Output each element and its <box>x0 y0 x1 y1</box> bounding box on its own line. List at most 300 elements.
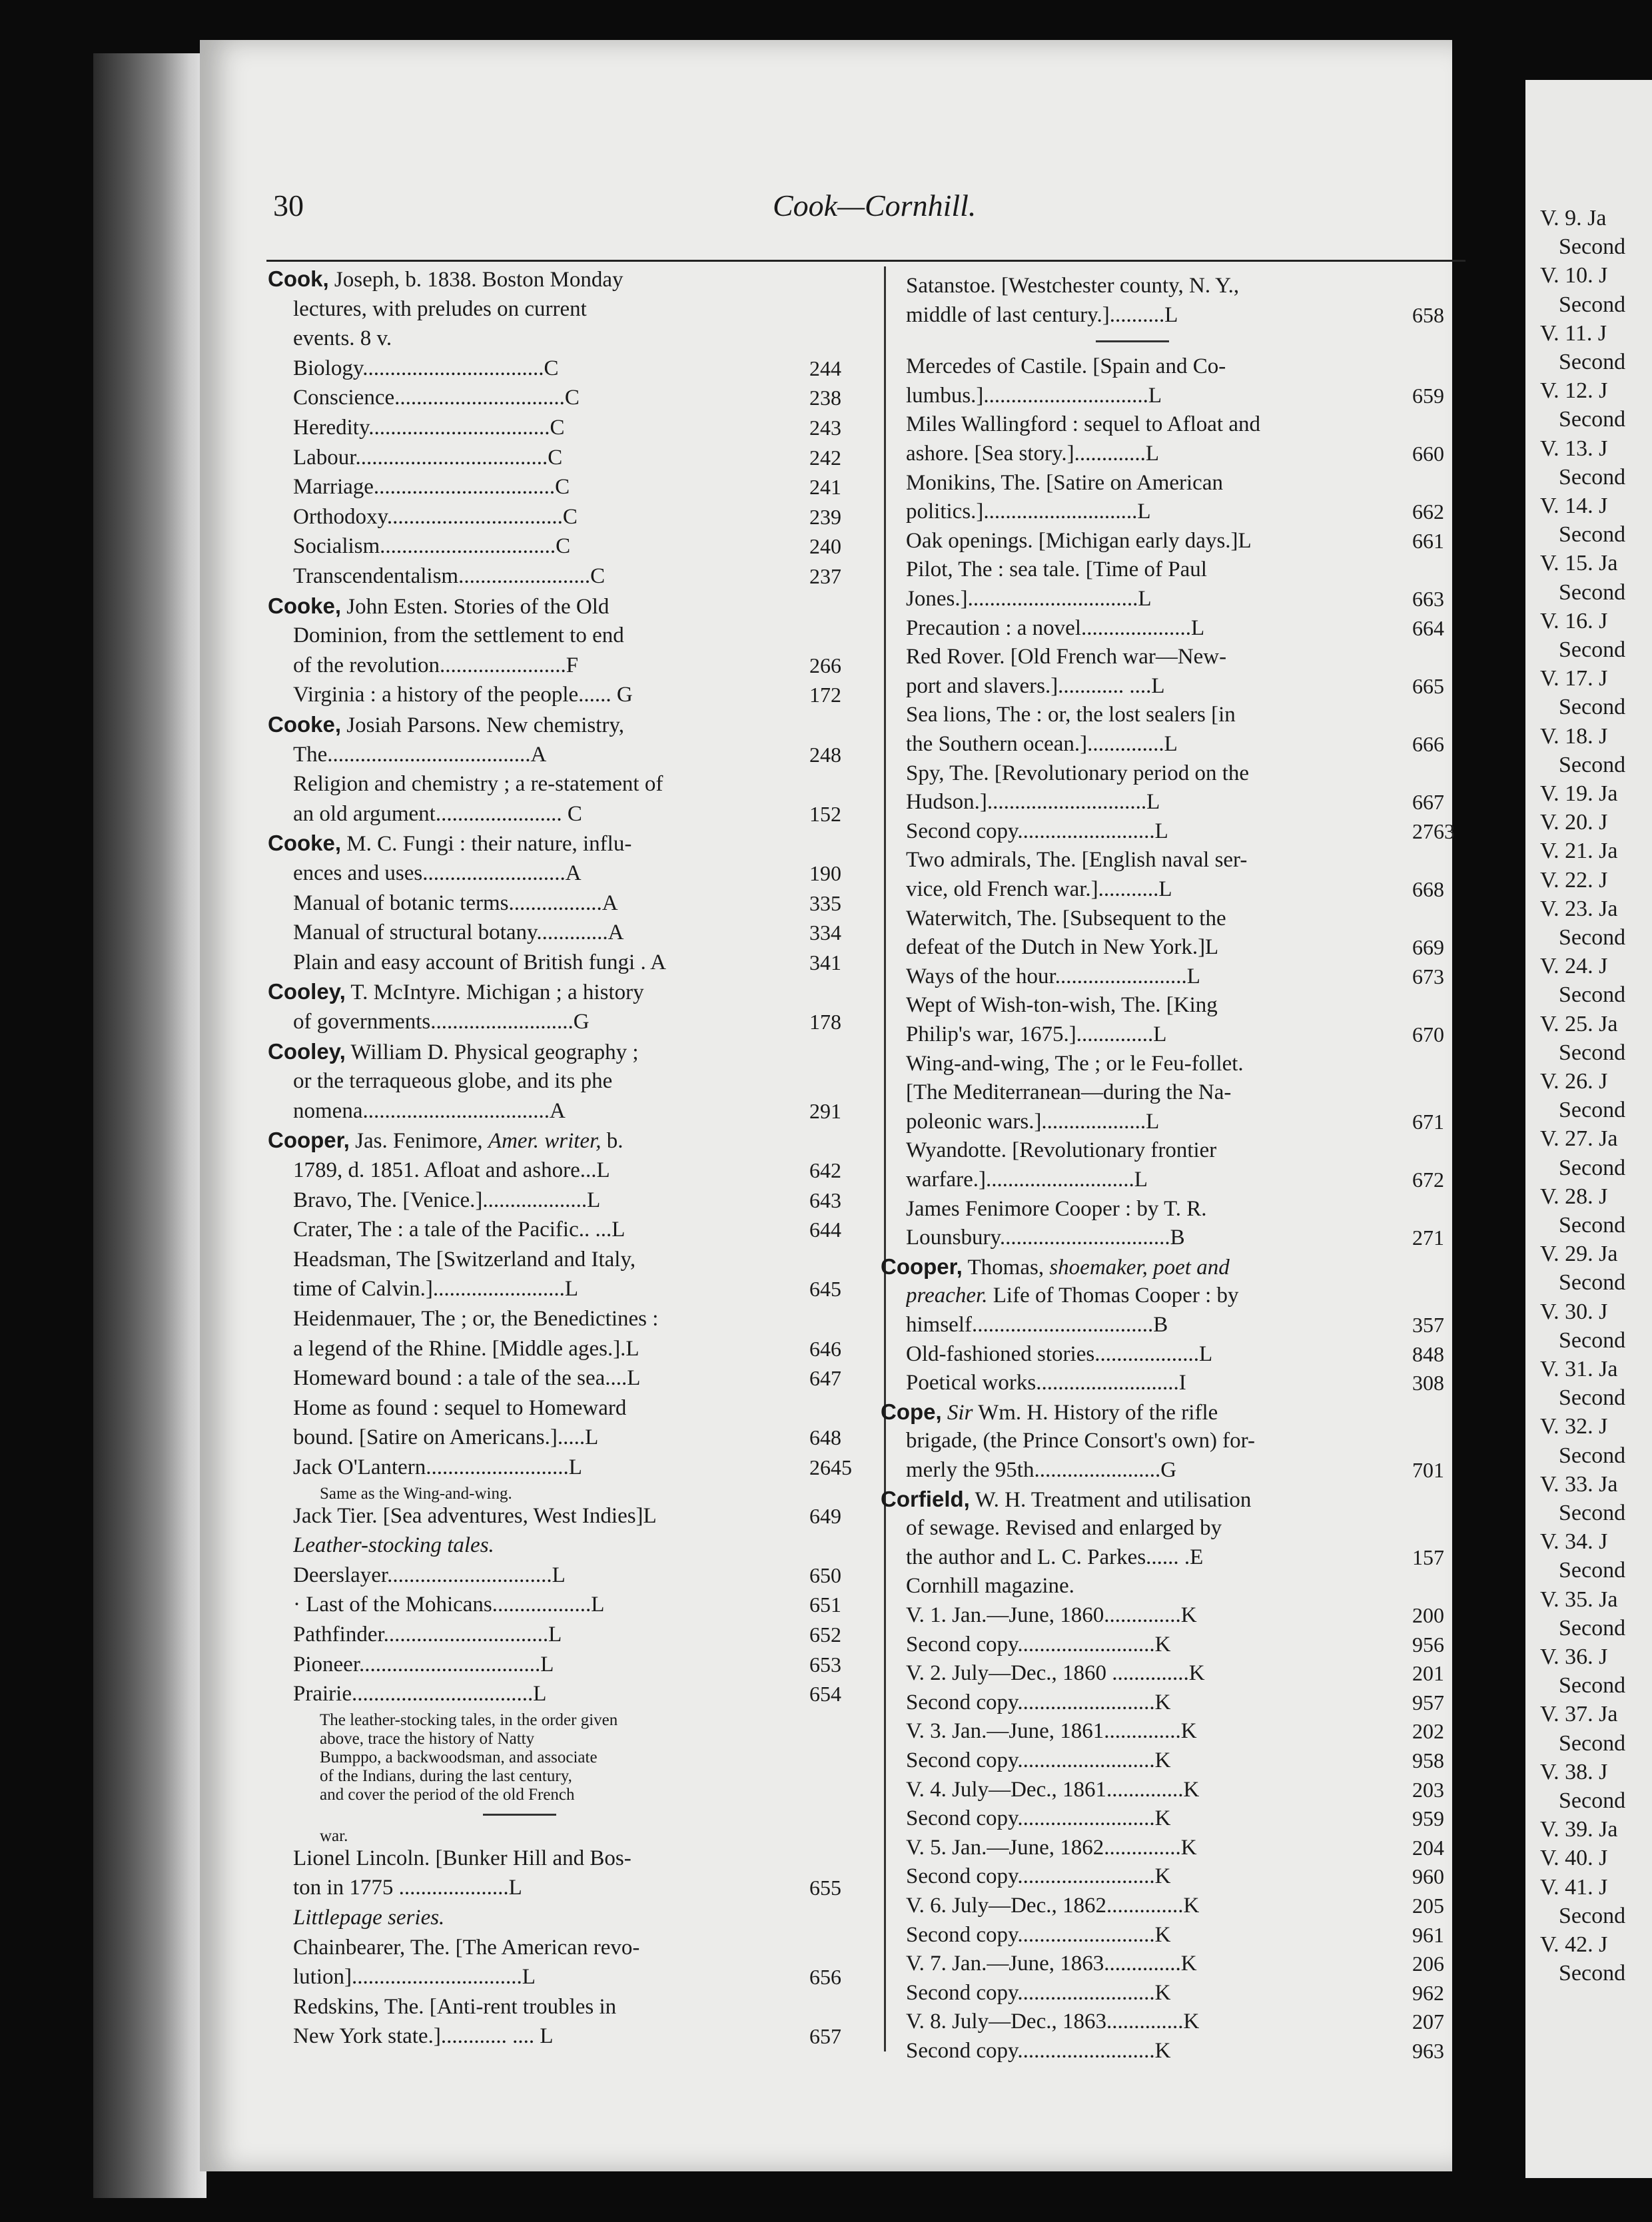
entry-text: Hudson.].............................L <box>906 790 1160 815</box>
entry-line <box>293 1964 759 1990</box>
next-page-line: Second <box>1559 1615 1626 1641</box>
call-number: 239 <box>809 504 841 529</box>
entry-text: an old argument....................... C <box>293 801 582 826</box>
author-heading: Cook, <box>268 266 329 291</box>
next-page-line: V. 14. J <box>1540 494 1608 518</box>
call-number: 645 <box>809 1277 841 1301</box>
entry-text: [The Mediterranean—during the Na- <box>906 1080 1232 1105</box>
entry-italic: Sir <box>947 1400 973 1425</box>
entry-line <box>906 1806 1372 1831</box>
entry-line <box>906 934 1372 960</box>
next-page-fragment <box>1525 80 1652 2178</box>
entry-line <box>293 653 759 678</box>
entry-text: William D. Physical geography ; <box>345 1040 639 1064</box>
entry-text: Second copy.........................K <box>906 1690 1171 1714</box>
entry-text: V. 4. July—Dec., 1861..............K <box>906 1777 1200 1802</box>
call-number: 207 <box>1412 2010 1444 2034</box>
next-page-line: V. 9. Ja <box>1540 206 1607 230</box>
next-page-line: Second <box>1559 1788 1626 1813</box>
entry-text: Heredity.................................C <box>293 416 565 440</box>
call-number: 661 <box>1412 528 1444 553</box>
entry-text: Mercedes of Castile. [Spain and Co- <box>906 354 1226 379</box>
entry-text: Pilot, The : sea tale. [Time of Paul <box>906 557 1207 582</box>
entry-italic: shoemaker, poet and <box>1049 1255 1230 1280</box>
header-rule <box>266 260 1465 262</box>
entry-text: Second copy.........................K <box>906 2039 1171 2063</box>
entry-text: V. 3. Jan.—June, 1861..............K <box>906 1719 1197 1744</box>
call-number: 643 <box>809 1188 841 1212</box>
call-number: 271 <box>1412 1226 1444 1250</box>
call-number: 334 <box>809 921 841 945</box>
entry-text: warfare.]...........................L <box>906 1168 1148 1192</box>
entry-line <box>293 445 759 470</box>
entry-text: bound. [Satire on Americans.].....L <box>293 1425 599 1450</box>
entry-line <box>293 356 759 381</box>
entry-line <box>906 499 1372 524</box>
call-number: 673 <box>1412 964 1444 988</box>
entry-line <box>293 771 759 797</box>
entry-text: and cover the period of the old French <box>320 1785 575 1804</box>
entry-text: Thomas, <box>962 1255 1050 1280</box>
next-page-line: V. 28. J <box>1540 1184 1608 1209</box>
call-number: 647 <box>809 1366 841 1391</box>
entry-italic: preacher. <box>906 1284 988 1308</box>
entry-text: merly the 95th.......................G <box>906 1458 1177 1482</box>
call-number: 2763 <box>1412 819 1455 843</box>
author-heading: Cooke, <box>268 593 342 618</box>
call-number: 240 <box>809 534 841 559</box>
entry-text: Wm. H. History of the rifle <box>973 1400 1218 1425</box>
call-number: 959 <box>1412 1806 1444 1831</box>
entry-text: Crater, The : a tale of the Pacific.. ...L <box>293 1218 625 1242</box>
call-number: 341 <box>809 950 841 974</box>
entry-line <box>906 302 1372 328</box>
entry-line <box>906 1893 1372 1918</box>
entry-line <box>906 557 1372 582</box>
entry-text: Labour...................................C <box>293 445 563 470</box>
next-page-line: V. 20. J <box>1540 810 1608 835</box>
call-number: 848 <box>1412 1341 1444 1366</box>
entry-text: Josiah Parsons. New chemistry, <box>341 713 625 737</box>
entry-text: lectures, with preludes on current <box>293 296 587 321</box>
call-number: 172 <box>809 683 841 707</box>
entry-line <box>293 326 759 351</box>
entry-text: Prairie.................................L <box>293 1682 547 1706</box>
call-number: 662 <box>1412 500 1444 524</box>
call-number: 652 <box>809 1623 841 1647</box>
call-number: 2645 <box>809 1455 852 1479</box>
next-page-line: V. 31. Ja <box>1540 1357 1618 1381</box>
entry-line <box>906 470 1372 496</box>
call-number: 665 <box>1412 673 1444 698</box>
entry-text: Religion and chemistry ; a re-statement of <box>293 772 663 797</box>
entry-text: James Fenimore Cooper : by T. R. <box>906 1196 1207 1221</box>
entry-line <box>293 682 759 707</box>
entry-line <box>906 354 1372 379</box>
entry-line <box>906 1515 1372 1541</box>
entry-text: brigade, (the Prince Consort's own) for- <box>906 1429 1255 1453</box>
entry-text: V. 1. Jan.—June, 1860..............K <box>906 1603 1197 1627</box>
entry-text: politics.]............................L <box>906 500 1151 524</box>
section-separator <box>483 1814 556 1816</box>
entry-line <box>293 1098 759 1124</box>
call-number: 649 <box>809 1503 841 1528</box>
call-number: 656 <box>809 1965 841 1990</box>
entry-line <box>320 1485 759 1503</box>
entry-text: Philip's war, 1675.]..............L <box>906 1022 1167 1046</box>
entry-text: of governments..........................G <box>293 1010 590 1034</box>
call-number: 672 <box>1412 1168 1444 1192</box>
call-number: 658 <box>1412 302 1444 327</box>
next-page-line: Second <box>1559 1673 1626 1698</box>
call-number: 203 <box>1412 1777 1444 1802</box>
entry-text: poleonic wars.]...................L <box>906 1109 1160 1134</box>
entry-text: nomena..................................A <box>293 1098 566 1123</box>
entry-line <box>906 412 1372 437</box>
author-heading: Cooke, <box>268 712 342 737</box>
next-page-line: Second <box>1559 1443 1626 1468</box>
entry-line <box>906 1922 1372 1948</box>
call-number: 654 <box>809 1682 841 1706</box>
entry-text: Deerslayer..............................L <box>293 1563 566 1587</box>
call-number: 291 <box>809 1098 841 1123</box>
entry-text: Manual of structural botany.............A <box>293 921 624 945</box>
entry-line <box>906 2038 1372 2063</box>
next-page-line: V. 27. Ja <box>1540 1126 1618 1152</box>
entry-line <box>293 1306 759 1331</box>
entry-line <box>293 504 759 530</box>
entry-text: W. H. Treatment and utilisation <box>969 1487 1252 1512</box>
entry-text: Waterwitch, The. [Subsequent to the <box>906 906 1226 930</box>
entry-line <box>293 1905 759 1930</box>
entry-line <box>906 1632 1372 1657</box>
entry-line <box>320 1730 759 1748</box>
entry-text: Bravo, The. [Venice.]...................L <box>293 1188 601 1212</box>
call-number: 657 <box>809 2024 841 2049</box>
entry-text: Jones.]...............................L <box>906 587 1152 611</box>
next-page-line: Second <box>1559 637 1626 662</box>
call-number: 667 <box>1412 790 1444 815</box>
entry-line <box>906 1457 1372 1483</box>
entry-line <box>293 742 759 767</box>
entry-text: New York state.]............ .... L <box>293 2024 554 2049</box>
next-page-line: Second <box>1559 464 1626 490</box>
entry-line <box>906 1196 1372 1222</box>
next-page-line: Second <box>1559 925 1626 950</box>
next-page-line: V. 18. J <box>1540 723 1608 749</box>
call-number: 241 <box>809 475 841 500</box>
entry-line <box>906 1864 1372 1889</box>
next-page-line: V. 17. J <box>1540 666 1608 691</box>
call-number: 190 <box>809 861 841 885</box>
entry-text: Old-fashioned stories...................L <box>906 1341 1213 1366</box>
next-page-line: V. 23. Ja <box>1540 896 1618 921</box>
entry-text: Sea lions, The : or, the lost sealers [in <box>906 703 1236 727</box>
entry-line <box>906 819 1372 844</box>
entry-line <box>906 528 1372 554</box>
next-page-line: Second <box>1559 579 1626 605</box>
entry-line <box>293 415 759 440</box>
entry-text: Two admirals, The. [English naval ser- <box>906 848 1248 873</box>
entry-text: Joseph, b. 1838. Boston Monday <box>328 268 623 292</box>
entry-line <box>906 1283 1372 1308</box>
entry-line <box>906 964 1372 989</box>
entry-line <box>293 1533 759 1558</box>
next-page-line: V. 12. J <box>1540 378 1608 404</box>
call-number: 200 <box>1412 1603 1444 1627</box>
call-number: 957 <box>1412 1690 1444 1714</box>
entry-text: Manual of botanic terms.................A <box>293 891 618 915</box>
entry-line <box>906 992 1372 1018</box>
entry-text: middle of last century.]..........L <box>906 302 1178 327</box>
next-page-line: V. 13. J <box>1540 436 1608 461</box>
call-number: 266 <box>809 653 841 677</box>
entry-line <box>293 1009 759 1034</box>
entry-line <box>293 920 759 945</box>
next-page-line: V. 11. J <box>1540 320 1607 346</box>
entry-line <box>906 1748 1372 1773</box>
call-number: 204 <box>1412 1835 1444 1860</box>
entry-text: Second copy.........................K <box>906 1806 1171 1831</box>
call-number: 670 <box>1412 1022 1444 1046</box>
entry-text <box>942 1401 947 1425</box>
entry-line <box>293 801 759 827</box>
entry-line <box>906 761 1372 786</box>
entry-line <box>906 2009 1372 2034</box>
call-number: 648 <box>809 1425 841 1450</box>
next-page-line: Second <box>1559 522 1626 548</box>
next-page-line: Second <box>1559 1040 1626 1065</box>
entry-line <box>268 712 759 738</box>
entry-line <box>906 1690 1372 1715</box>
next-page-line: Second <box>1559 1961 1626 1986</box>
entry-line <box>906 1341 1372 1367</box>
entry-text: Spy, The. [Revolutionary period on the <box>906 761 1250 785</box>
entry-line <box>906 1109 1372 1134</box>
entry-line <box>293 1875 759 1900</box>
call-number: 958 <box>1412 1748 1444 1772</box>
entry-line <box>906 1951 1372 1976</box>
entry-line <box>293 623 759 648</box>
author-heading: Cooper, <box>268 1128 350 1153</box>
entry-text: Same as the Wing-and-wing. <box>320 1484 512 1503</box>
call-number: 664 <box>1412 615 1444 640</box>
call-number: 666 <box>1412 732 1444 756</box>
entry-text: defeat of the Dutch in New York.]L <box>906 935 1219 960</box>
entry-text: vice, old French war.]...........L <box>906 877 1172 901</box>
entry-text: of the revolution.......................F <box>293 653 579 677</box>
entry-line <box>906 1225 1372 1250</box>
call-number: 663 <box>1412 587 1444 611</box>
entry-line <box>268 831 759 857</box>
entry-text: Second copy.........................K <box>906 1632 1171 1657</box>
entry-line <box>293 2024 759 2049</box>
entry-line <box>906 1312 1372 1337</box>
entry-line <box>906 1777 1372 1802</box>
next-page-line: Second <box>1559 1730 1626 1756</box>
entry-line <box>320 1748 759 1767</box>
entry-line <box>906 1573 1372 1599</box>
entry-text: V. 2. July—Dec., 1860 ..............K <box>906 1661 1205 1686</box>
entry-text: Socialism................................C <box>293 534 571 559</box>
entry-text: himself.................................B <box>906 1313 1168 1337</box>
entry-text: Wept of Wish-ton-wish, The. [King <box>906 993 1218 1018</box>
entry-line <box>906 1545 1372 1570</box>
entry-text: Second copy.........................K <box>906 1980 1171 2005</box>
entry-line <box>293 1276 759 1301</box>
entry-text: Transcendentalism........................C <box>293 564 606 588</box>
entry-text: port and slavers.]............ ....L <box>906 673 1165 698</box>
entry-line <box>293 534 759 559</box>
entry-text: Biology.................................C <box>293 356 559 380</box>
entry-line <box>293 563 759 589</box>
next-page-line: V. 25. Ja <box>1540 1011 1618 1036</box>
author-heading: Cooley, <box>268 979 346 1004</box>
entry-text: M. C. Fungi : their nature, influ- <box>341 832 632 857</box>
entry-text: Chainbearer, The. [The American revo- <box>293 1935 640 1960</box>
next-page-line: V. 16. J <box>1540 608 1608 633</box>
entry-text: V. 5. Jan.—June, 1862..............K <box>906 1835 1197 1860</box>
next-page-line: V. 32. J <box>1540 1414 1608 1439</box>
next-page-line: V. 37. Ja <box>1540 1702 1618 1727</box>
call-number: 646 <box>809 1336 841 1361</box>
entry-text: Lounsbury...............................B <box>906 1226 1185 1250</box>
next-page-line: V. 21. Ja <box>1540 839 1618 864</box>
entry-text: ton in 1775 ....................L <box>293 1876 522 1900</box>
entry-text: Life of Thomas Cooper : by <box>987 1284 1239 1308</box>
running-title: Cook—Cornhill. <box>773 188 977 222</box>
entry-text: Ways of the hour........................L <box>906 964 1200 988</box>
next-page-line: Second <box>1559 695 1626 720</box>
next-page-line: Second <box>1559 1903 1626 1928</box>
entry-text: Precaution : a novel....................L <box>906 615 1205 640</box>
entry-line <box>906 586 1372 611</box>
next-page-line: Second <box>1559 1270 1626 1296</box>
entry-text: Satanstoe. [Westchester county, N. Y., <box>906 274 1240 298</box>
entry-line <box>906 906 1372 931</box>
next-page-line: Second <box>1559 1213 1626 1238</box>
entry-line <box>906 1370 1372 1395</box>
entry-line <box>906 1835 1372 1860</box>
entry-text: lumbus.]..............................L <box>906 383 1162 408</box>
next-page-line: V. 34. J <box>1540 1529 1608 1555</box>
call-number: 178 <box>809 1010 841 1034</box>
entry-text: 1789, d. 1851. Afloat and ashore...L <box>293 1158 610 1182</box>
entry-text: Miles Wallingford : sequel to Afloat and <box>906 412 1260 437</box>
entry-text: the author and L. C. Parkes...... .E <box>906 1545 1204 1569</box>
entry-text: ences and uses..........................A <box>293 861 582 885</box>
entry-line <box>293 1158 759 1183</box>
next-page-line: V. 41. J <box>1540 1874 1608 1900</box>
entry-text: Wyandotte. [Revolutionary frontier <box>906 1138 1217 1163</box>
call-number: 202 <box>1412 1719 1444 1744</box>
entry-line <box>906 273 1372 298</box>
column-divider <box>884 266 886 2051</box>
next-page-line: V. 42. J <box>1540 1932 1608 1957</box>
entry-line <box>293 1563 759 1588</box>
call-number: 650 <box>809 1563 841 1587</box>
entry-text: Bumppo, a backwoodsman, and associate <box>320 1748 598 1766</box>
call-number: 644 <box>809 1218 841 1242</box>
entry-text: Poetical works..........................I <box>906 1371 1186 1395</box>
entry-line <box>906 1718 1372 1744</box>
entry-text: V. 7. Jan.—June, 1863..............K <box>906 1952 1197 1976</box>
entry-line <box>906 615 1372 641</box>
next-page-line: Second <box>1559 752 1626 777</box>
entry-text: the Southern ocean.]..............L <box>906 732 1178 756</box>
next-page-line: Second <box>1559 1327 1626 1353</box>
next-page-line: Second <box>1559 1385 1626 1411</box>
call-number: 157 <box>1412 1545 1444 1569</box>
entry-line <box>293 1846 759 1871</box>
entry-line <box>293 1652 759 1677</box>
entry-text: lution]...............................L <box>293 1965 536 1990</box>
call-number: 152 <box>809 801 841 826</box>
author-heading: Cope, <box>881 1399 942 1424</box>
entry-line <box>293 385 759 410</box>
entry-line <box>906 383 1372 408</box>
entry-text: Second copy.........................L <box>906 819 1168 843</box>
book-edge <box>93 53 206 2198</box>
call-number: 205 <box>1412 1894 1444 1918</box>
entry-line <box>906 1428 1372 1453</box>
call-number: 642 <box>809 1158 841 1182</box>
call-number: 659 <box>1412 383 1444 408</box>
next-page-line: V. 10. J <box>1540 263 1608 288</box>
call-number: 357 <box>1412 1313 1444 1337</box>
call-number: 961 <box>1412 1922 1444 1947</box>
entry-text: Jack O'Lantern..........................L <box>293 1455 582 1479</box>
entry-text: V. 6. July—Dec., 1862..............K <box>906 1894 1200 1918</box>
next-page-line: V. 39. Ja <box>1540 1817 1618 1842</box>
entry-line <box>293 861 759 886</box>
next-page-line: V. 24. J <box>1540 954 1608 979</box>
entry-text: The leather-stocking tales, in the order given <box>320 1710 618 1729</box>
entry-text: or the terraqueous globe, and its phe <box>293 1069 613 1094</box>
call-number: 962 <box>1412 1980 1444 2005</box>
call-number: 308 <box>1412 1371 1444 1395</box>
call-number: 206 <box>1412 1952 1444 1976</box>
entry-text: Oak openings. [Michigan early days.]L <box>906 528 1252 553</box>
entry-text: of sewage. Revised and enlarged by <box>906 1516 1222 1541</box>
entry-line <box>320 1827 759 1846</box>
next-page-line: Second <box>1559 234 1626 260</box>
call-number: 237 <box>809 564 841 588</box>
entry-line <box>268 979 759 1005</box>
entry-line <box>906 1980 1372 2006</box>
entry-line <box>268 1128 759 1154</box>
call-number: 243 <box>809 416 841 440</box>
entry-text: Plain and easy account of British fungi . A <box>293 950 666 974</box>
entry-line <box>906 1022 1372 1047</box>
entry-text: Littlepage series. <box>293 1906 445 1930</box>
entry-text: above, trace the history of Natty <box>320 1729 535 1748</box>
entry-line <box>293 1592 759 1617</box>
entry-text: events. 8 v. <box>293 326 392 351</box>
entry-line <box>268 1039 759 1065</box>
entry-text: Conscience...............................C <box>293 386 580 410</box>
call-number: 668 <box>1412 877 1444 901</box>
entry-text: Lionel Lincoln. [Bunker Hill and Bos- <box>293 1846 631 1870</box>
call-number: 238 <box>809 386 841 410</box>
next-page-line: V. 26. J <box>1540 1069 1608 1094</box>
entry-line <box>293 1935 759 1960</box>
next-page-line: Second <box>1559 292 1626 317</box>
call-number: 701 <box>1412 1458 1444 1482</box>
entry-line <box>906 731 1372 757</box>
entry-text: time of Calvin.]........................L <box>293 1277 579 1301</box>
entry-text: Home as found : sequel to Homeward <box>293 1395 627 1420</box>
